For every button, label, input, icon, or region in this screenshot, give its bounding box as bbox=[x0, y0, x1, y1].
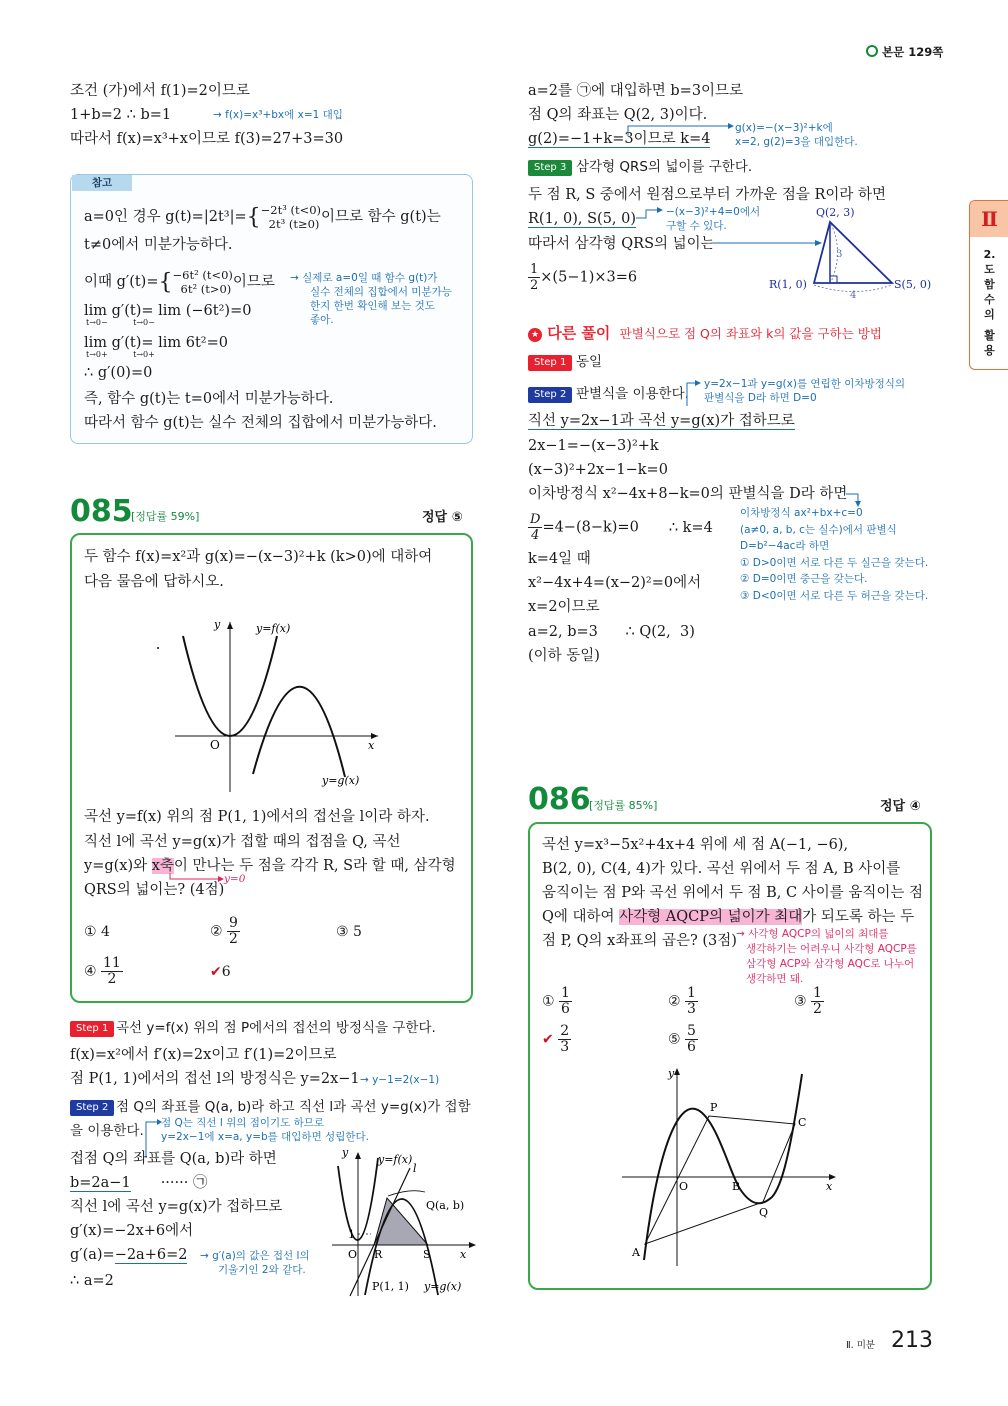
text-line: 2x−1=−(x−3)²+k bbox=[528, 438, 659, 454]
svg-text:y=f(x): y=f(x) bbox=[378, 1153, 413, 1166]
chapter-title: 2. 도 함 수 의 활 용 bbox=[983, 248, 996, 357]
text-line: ∴ a=2 bbox=[70, 1273, 114, 1289]
svg-text:3: 3 bbox=[836, 249, 843, 260]
text-line: a=2, b=3 ∴ Q(2, 3) bbox=[528, 624, 695, 640]
choice-2[interactable]: ② $\frac{9}{2}$ bbox=[210, 915, 238, 947]
choice-3[interactable]: ③ 5 bbox=[336, 924, 362, 940]
y-axis-arrow bbox=[227, 622, 233, 629]
step3-badge: Step 3 bbox=[528, 160, 572, 176]
highlight: 사각형 AQCP의 넓이가 최대 bbox=[619, 909, 803, 925]
annotation: g(x)=−(x−3)²+k에 x=2, g(2)=3을 대입한다. bbox=[735, 122, 858, 148]
choice-5-selected[interactable]: ✔6 bbox=[210, 964, 231, 980]
choice-2[interactable]: ② $\frac{1}{3}$ bbox=[668, 985, 696, 1017]
annotation: 점 Q는 직선 l 위의 점이기도 하므로 y=2x−1에 x=a, y=b를 대입하면 성립한다. bbox=[161, 1117, 369, 1143]
svg-text:y=g(x): y=g(x) bbox=[424, 1280, 462, 1293]
svg-text:S: S bbox=[423, 1248, 431, 1261]
text-line: x=2이므로 bbox=[528, 599, 600, 615]
circle-icon bbox=[866, 45, 878, 57]
curve-g-label: y=g(x) bbox=[322, 774, 360, 787]
choice-1[interactable]: ① $\frac{1}{6}$ bbox=[542, 985, 570, 1017]
step2-badge: Step 2 bbox=[70, 1100, 114, 1116]
curve-g bbox=[253, 687, 345, 777]
step2-title-cont: 을 이용한다. bbox=[70, 1123, 144, 1139]
text-line: 직선 l에 곡선 y=g(x)가 접하므로 bbox=[70, 1199, 283, 1215]
alt-step2-title: 판별식을 이용한다. bbox=[576, 386, 689, 402]
annotation: → y−1=2(x−1) bbox=[360, 1074, 440, 1086]
text-line: 두 점 R, S 중에서 원점으로부터 가까운 점을 R이라 하면 bbox=[528, 187, 886, 203]
svg-text:x: x bbox=[460, 1248, 467, 1261]
problem-stem: 움직이는 점 P와 곡선 위에서 두 점 B, C 사이를 움직이는 점 bbox=[542, 885, 923, 901]
text-line: $\frac{1}{2}$ ×(5−1)×3=6 bbox=[530, 262, 638, 293]
problem-number: 085 bbox=[70, 494, 133, 529]
text-line: x²−4x+4=(x−2)²=0에서 bbox=[528, 575, 702, 591]
svg-text:4: 4 bbox=[850, 290, 857, 300]
svg-text:P(1, 1): P(1, 1) bbox=[372, 1280, 409, 1293]
ref-line3: 이때 g′(t)={ −6t² (t<0) 6t² (t>0) 이므로 bbox=[84, 268, 275, 296]
curve-f-label: y=f(x) bbox=[256, 622, 291, 635]
text-line: 조건 (가)에서 f(1)=2이므로 bbox=[70, 83, 250, 99]
step1-title: 곡선 y=f(x) 위의 점 P에서의 접선의 방정식을 구한다. bbox=[116, 1020, 436, 1036]
svg-text:y: y bbox=[342, 1148, 349, 1159]
reference-label: 참고 bbox=[72, 175, 132, 191]
svg-text:1: 1 bbox=[348, 1228, 355, 1241]
svg-text:O: O bbox=[679, 1180, 689, 1193]
check-icon: ✔ bbox=[210, 964, 222, 980]
problem-stem: 곡선 y=x³−5x²+4x+4 위에 세 점 A(−1, −6), bbox=[542, 837, 849, 853]
ref-line7: 즉, 함수 g(t)는 t=0에서 미분가능하다. bbox=[84, 391, 334, 407]
choice-4[interactable]: ④ $\frac{11}{2}$ bbox=[84, 955, 121, 987]
highlight: x축 bbox=[151, 858, 174, 874]
note-arrow bbox=[626, 122, 738, 138]
svg-text:y: y bbox=[668, 1067, 675, 1080]
annotation: −(x−3)²+4=0에서 구할 수 있다. bbox=[666, 206, 761, 232]
origin-label: O bbox=[210, 738, 220, 752]
text-line: k=4일 때 bbox=[528, 551, 591, 567]
text-line: $\frac{D}{4}$ =4−(8−k)=0 ∴ k=4 bbox=[530, 512, 713, 543]
cubic-curve bbox=[644, 1074, 802, 1260]
star-icon: ★ bbox=[528, 328, 542, 342]
answer-label: 정답 ⑤ bbox=[422, 510, 463, 525]
svg-text:A: A bbox=[632, 1246, 640, 1259]
svg-text:O: O bbox=[348, 1248, 358, 1261]
svg-text:S(5, 0): S(5, 0) bbox=[894, 278, 932, 291]
ref-line6: ∴ g′(0)=0 bbox=[84, 365, 153, 381]
triangle-qrs bbox=[764, 200, 944, 300]
problem-stem: 두 함수 f(x)=x²과 g(x)=−(x−3)²+k (k>0)에 대하여 bbox=[84, 549, 433, 565]
problem-stem: 다음 물음에 답하시오. bbox=[84, 574, 224, 590]
text-line: 점 P(1, 1)에서의 접선 l의 방정식은 y=2x−1 bbox=[70, 1071, 360, 1087]
alt-title: ★ 다른 풀이 판별식으로 점 Q의 좌표와 k의 값을 구하는 방법 bbox=[528, 322, 882, 343]
svg-text:R(1, 0): R(1, 0) bbox=[769, 278, 807, 291]
ref-line5-sub: t→0+ t→0+ bbox=[86, 350, 155, 359]
graph-f-g bbox=[150, 612, 390, 797]
text-line: a=2를 ㉠에 대입하면 b=3이므로 bbox=[528, 83, 744, 99]
svg-text:Q(a, b): Q(a, b) bbox=[426, 1199, 465, 1212]
quadrilateral-aqcp bbox=[645, 1116, 795, 1244]
chapter-roman: Ⅱ bbox=[970, 201, 1008, 237]
annotation: → 사각형 AQCP의 넓이의 최대를 생각하기는 어려우니 사각형 AQCP를 삼각형 ACP와 삼각형 AQC로 나누어 생각하면 돼. bbox=[736, 928, 917, 985]
svg-text:R: R bbox=[374, 1248, 383, 1261]
ref-line2: t≠0에서 미분가능하다. bbox=[84, 237, 233, 253]
note-arrow bbox=[684, 378, 704, 408]
svg-text:Q(2, 3): Q(2, 3) bbox=[816, 206, 855, 219]
annotation: y=2x−1과 y=g(x)를 연립한 이차방정식의 판별식을 D라 하면 D=0 bbox=[704, 378, 906, 404]
note-arrow bbox=[636, 206, 666, 222]
text-line: 1+b=2 ∴ b=1 bbox=[70, 107, 172, 123]
problem-body: 직선 l에 곡선 y=g(x)가 접할 때의 접점을 Q, 곡선 bbox=[84, 834, 401, 850]
chapter-tab[interactable] bbox=[969, 200, 1008, 370]
text-line: 따라서 삼각형 QRS의 넓이는 bbox=[528, 236, 715, 252]
check-icon: ✔ bbox=[542, 1031, 554, 1048]
choice-5[interactable]: ⑤ $\frac{5}{6}$ bbox=[668, 1023, 696, 1055]
discriminant-note: 이차방정식 ax²+bx+c=0 (a≠0, a, b, c는 실수)에서 판별식 D=b²−4ac라 하면 ① D>0이면 서로 다른 두 실근을 갖는다. ② D=0이면 중근을 갖는다. ③ D<0이면 서로 다른 두 허근을 갖는다. bbox=[740, 507, 929, 602]
text-line: g′(x)=−2x+6에서 bbox=[70, 1223, 194, 1239]
svg-text:x: x bbox=[826, 1180, 833, 1193]
svg-text:l: l bbox=[413, 1162, 417, 1175]
text-line: 접점 Q의 좌표를 Q(a, b)라 하면 bbox=[70, 1151, 277, 1167]
text-line: 점 Q의 좌표는 Q(2, 3)이다. bbox=[528, 107, 708, 123]
alt-step1-badge: Step 1 bbox=[528, 355, 572, 371]
problem-body: y=g(x)와 x축이 만나는 두 점을 각각 R, S라 할 때, 삼각형 bbox=[84, 858, 456, 874]
page-number: 213 bbox=[891, 1328, 933, 1353]
graph-tangent bbox=[330, 1148, 480, 1298]
correct-rate: [정답률 85%] bbox=[589, 799, 658, 812]
axis-label-x: x bbox=[368, 739, 375, 752]
triangle bbox=[814, 222, 892, 283]
problem-stem: 점 P, Q의 x좌표의 곱은? (3점) bbox=[542, 933, 737, 949]
step3-title: 삼각형 QRS의 넓이를 구한다. bbox=[576, 159, 753, 175]
problem-stem: Q에 대하여 사각형 AQCP의 넓이가 최대가 되도록 하는 두 bbox=[542, 909, 915, 925]
text-line: 따라서 f(x)=x³+x이므로 f(3)=27+3=30 bbox=[70, 131, 344, 147]
annotation: y=0 bbox=[224, 873, 246, 885]
answer-label: 정답 ④ bbox=[880, 799, 921, 814]
problem-stem: B(2, 0), C(4, 4)가 있다. 곡선 위에서 두 점 A, B 사이를 bbox=[542, 861, 901, 877]
svg-text:P: P bbox=[710, 1101, 718, 1114]
choice-3[interactable]: ③ $\frac{1}{2}$ bbox=[794, 985, 822, 1017]
axis-label-y: y bbox=[214, 618, 221, 631]
ref-line8: 따라서 함수 g(t)는 실수 전체의 집합에서 미분가능하다. bbox=[84, 415, 437, 431]
svg-text:B: B bbox=[732, 1180, 741, 1193]
text-line: f(x)=x²에서 f′(x)=2x이고 f′(1)=2이므로 bbox=[70, 1047, 337, 1063]
ref-line5: lim g′(t)= lim 6t²=0 bbox=[84, 335, 228, 351]
choice-4-selected[interactable]: ✔ $\frac{2}{3}$ bbox=[542, 1023, 570, 1055]
ref-line4-sub: t→0− t→0− bbox=[86, 318, 155, 327]
text-line: (x−3)²+2x−1−k=0 bbox=[528, 462, 668, 478]
step1-badge: Step 1 bbox=[70, 1021, 114, 1037]
annotation: → f(x)=x³+bx에 x=1 대입 bbox=[213, 109, 343, 121]
text-line: 직선 y=2x−1과 곡선 y=g(x)가 접하므로 bbox=[528, 413, 795, 429]
problem-body: 곡선 y=f(x) 위의 점 P(1, 1)에서의 접선을 l이라 하자. bbox=[84, 809, 430, 825]
reference-note: → 실제로 a=0일 때 함수 g(t)가 실수 전체의 집합에서 미분가능 한지 한번 확인해 보는 것도 좋아. bbox=[290, 272, 452, 326]
step2-title: 점 Q의 좌표를 Q(a, b)라 하고 직선 l과 곡선 y=g(x)가 접함 bbox=[116, 1099, 471, 1115]
svg-text:C: C bbox=[798, 1116, 807, 1129]
text-line: 이차방정식 x²−4x+8−k=0의 판별식을 D라 하면 bbox=[528, 486, 848, 502]
footer-section: Ⅱ. 미분 bbox=[846, 1340, 876, 1351]
alt-step1-title: 동일 bbox=[576, 354, 603, 370]
choice-1[interactable]: ① 4 bbox=[84, 924, 110, 940]
correct-rate: [정답률 59%] bbox=[131, 510, 200, 523]
text-line: g′(a)=−2a+6=2 bbox=[70, 1247, 188, 1263]
annotation: → g′(a)의 값은 접선 l의 기울기인 2와 같다. bbox=[200, 1250, 310, 1276]
text-line: g(2)=−1+k=3이므로 k=4 bbox=[528, 131, 711, 147]
problem-number: 086 bbox=[528, 782, 591, 817]
ref-line1: a=0인 경우 g(t)=|2t³|={ −2t³ (t<0) 2t³ (t≥0) 이므로 함수 g(t)는 bbox=[84, 203, 441, 231]
text-line: (이하 동일) bbox=[528, 648, 600, 664]
ref-line4: lim g′(t)= lim (−6t²)=0 bbox=[84, 303, 252, 319]
text-line: R(1, 0), S(5, 0) bbox=[528, 211, 637, 227]
text-line: b=2a−1 ······ ㉠ bbox=[70, 1175, 208, 1191]
page-ref: 본문 129쪽 bbox=[866, 44, 943, 60]
alt-step2-badge: Step 2 bbox=[528, 387, 572, 403]
graph-cubic bbox=[612, 1064, 852, 1274]
svg-text:Q: Q bbox=[759, 1206, 769, 1219]
problem-body: QRS의 넓이는? (4점) bbox=[84, 882, 225, 898]
